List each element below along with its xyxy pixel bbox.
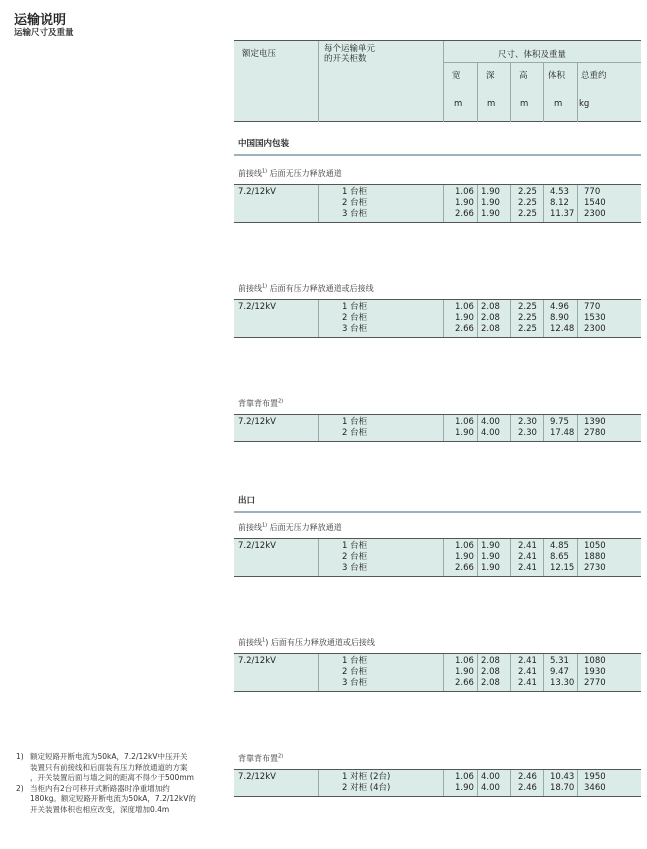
footnote-ref: 1 (262, 637, 266, 644)
table-row (234, 541, 641, 552)
table-cell: 1.90 (455, 667, 474, 677)
table-cell: 4.00 (481, 783, 500, 793)
block-subtitle (238, 522, 342, 533)
block-subtitle-rest: 后面无压力释放通道 (267, 169, 342, 178)
header-dimensions-group: 尺寸、体积及重量 (498, 50, 567, 60)
header-col-depth: 深 (486, 71, 495, 81)
table-cell: 1.90 (455, 428, 474, 438)
header-divider (510, 62, 511, 122)
table-cell: 2.41 (518, 678, 537, 688)
table-cell: 2.46 (518, 772, 537, 782)
table-cell: 2.41 (518, 552, 537, 562)
table-cell: 2.25 (518, 302, 537, 312)
table-cell: 2 台柜 (342, 198, 368, 208)
footnote-ref: 1) (262, 168, 268, 175)
table-cell: 2.08 (481, 302, 500, 312)
table-cell: 1.06 (455, 187, 474, 197)
rated-voltage-cell: 7.2/12kV (238, 187, 276, 197)
table-row (234, 656, 641, 667)
table-cell: 8.12 (550, 198, 569, 208)
block-subtitle-text: 前接线 (238, 284, 262, 293)
table-cell: 1.06 (455, 541, 474, 551)
table-cell: 4.96 (550, 302, 569, 312)
rated-voltage-cell: 7.2/12kV (238, 417, 276, 427)
section-rule (234, 511, 641, 513)
table-cell: 3 台柜 (342, 678, 368, 688)
table-cell: 17.48 (550, 428, 575, 438)
footnote-1-line: 额定短路开断电流为50kA，7.2/12kV中压开关 (30, 752, 188, 761)
table-cell: 2.08 (481, 313, 500, 323)
block-subtitle-rest: 后面有压力释放通道或后接线 (267, 284, 374, 293)
footnote-1 (16, 752, 226, 784)
table-cell: 1.90 (455, 198, 474, 208)
table-cell: 2.41 (518, 563, 537, 573)
table-cell: 4.53 (550, 187, 569, 197)
block-subtitle (238, 398, 283, 409)
table-cell: 1.90 (455, 313, 474, 323)
footnote-1-line: ，开关装置后面与墙之间的距离不得少于500mm (30, 773, 194, 782)
table-cell: 8.65 (550, 552, 569, 562)
table-cell: 2.46 (518, 783, 537, 793)
table-cell: 18.70 (550, 783, 575, 793)
table-cell: 2.30 (518, 417, 537, 427)
table-cell: 2.25 (518, 198, 537, 208)
table-cell: 3 台柜 (342, 563, 368, 573)
rated-voltage-cell: 7.2/12kV (238, 772, 276, 782)
table-cell: 1 台柜 (342, 541, 368, 551)
table-cell: 2.66 (455, 209, 474, 219)
header-col-width: 宽 (452, 71, 461, 81)
table-cell: 1950 (584, 772, 606, 782)
table-cell: 1.90 (455, 552, 474, 562)
footnote-1-number: 1) (16, 752, 24, 761)
table-cell: 1.06 (455, 417, 474, 427)
table-cell: 3 台柜 (342, 324, 368, 334)
table-row (234, 198, 641, 209)
footnote-2-line: 开关装置体积也相应改变，深度增加0.4m (30, 804, 170, 814)
data-block (234, 769, 641, 797)
block-subtitle (238, 753, 283, 764)
table-cell: 2.30 (518, 428, 537, 438)
table-cell: 1.06 (455, 656, 474, 666)
table-cell: 2300 (584, 209, 606, 219)
table-cell: 1930 (584, 667, 606, 677)
footnote-ref: 2) (278, 753, 284, 760)
table-cell: 4.00 (481, 772, 500, 782)
footnote-ref: 1) (262, 283, 268, 290)
header-units-line1: 每个运输单元 (324, 44, 376, 54)
table-header (234, 40, 641, 122)
table-cell: 1.90 (481, 187, 500, 197)
table-row (234, 313, 641, 324)
header-col-volume: 体积 (548, 71, 566, 81)
footnotes (16, 752, 226, 815)
table-cell: 1.90 (455, 783, 474, 793)
header-rated-voltage: 额定电压 (242, 49, 277, 59)
rated-voltage-cell: 7.2/12kV (238, 541, 276, 551)
footnote-2-number: 2) (16, 783, 24, 793)
table-cell: 4.00 (481, 428, 500, 438)
table-cell: 2.08 (481, 678, 500, 688)
table-cell: 9.75 (550, 417, 569, 427)
table-row (234, 209, 641, 220)
table-cell: 1 台柜 (342, 417, 368, 427)
header-units-line2: 的开关柜数 (324, 54, 367, 64)
block-subtitle-text: 背靠背布置 (238, 399, 278, 408)
header-divider (443, 62, 641, 63)
table-cell: 1.90 (481, 209, 500, 219)
table-cell: 1530 (584, 313, 606, 323)
table-cell: 770 (584, 302, 601, 312)
header-unit-volume: m (554, 99, 563, 109)
block-subtitle (238, 168, 342, 179)
table-cell: 2.25 (518, 187, 537, 197)
table-cell: 2.66 (455, 678, 474, 688)
table-cell: 1.90 (481, 563, 500, 573)
footnote-2 (16, 784, 226, 816)
table-cell: 2.25 (518, 324, 537, 334)
data-block (234, 653, 641, 692)
header-divider (543, 62, 544, 122)
table-cell: 1.06 (455, 302, 474, 312)
table-cell: 2 台柜 (342, 428, 368, 438)
header-divider (577, 62, 578, 122)
table-cell: 2.08 (481, 667, 500, 677)
header-unit-width: m (454, 99, 463, 109)
table-row (234, 417, 641, 428)
table-cell: 11.37 (550, 209, 575, 219)
table-cell: 1 台柜 (342, 656, 368, 666)
header-col-height: 高 (519, 71, 528, 81)
data-block (234, 184, 641, 223)
table-cell: 9.47 (550, 667, 569, 677)
header-units-per-transport (324, 44, 444, 64)
table-row (234, 324, 641, 335)
table-cell: 2300 (584, 324, 606, 334)
page-title: 运输说明 (14, 13, 67, 28)
table-cell: 1080 (584, 656, 606, 666)
table-cell: 1.90 (481, 552, 500, 562)
table-cell: 1 台柜 (342, 302, 368, 312)
table-row (234, 552, 641, 563)
table-cell: 1390 (584, 417, 606, 427)
table-cell: 2.66 (455, 324, 474, 334)
table-cell: 2 对柜 (4台) (342, 783, 391, 793)
section-title: 中国国内包装 (238, 139, 290, 149)
table-cell: 1880 (584, 552, 606, 562)
footnote-ref: 1) (262, 522, 268, 529)
table-cell: 4.85 (550, 541, 569, 551)
block-subtitle (238, 637, 375, 648)
table-cell: 2.66 (455, 563, 474, 573)
table-cell: 2 台柜 (342, 313, 368, 323)
table-cell: 3460 (584, 783, 606, 793)
table-cell: 2780 (584, 428, 606, 438)
table-cell: 1 台柜 (342, 187, 368, 197)
table-cell: 1.06 (455, 772, 474, 782)
table-row (234, 678, 641, 689)
table-cell: 2.41 (518, 667, 537, 677)
table-cell: 8.90 (550, 313, 569, 323)
table-cell: 2.08 (481, 324, 500, 334)
header-divider (477, 62, 478, 122)
data-block (234, 538, 641, 577)
rated-voltage-cell: 7.2/12kV (238, 302, 276, 312)
table-cell: 13.30 (550, 678, 575, 688)
header-divider (318, 41, 319, 122)
table-row (234, 772, 641, 783)
footnote-2-line: 当柜内有2台可移开式断路器时净重增加约 (30, 783, 170, 793)
block-subtitle-rest: ) 后面有压力释放通道或后接线 (265, 638, 375, 647)
table-row (234, 187, 641, 198)
table-cell: 12.15 (550, 563, 575, 573)
table-cell: 1540 (584, 198, 606, 208)
table-cell: 1 对柜 (2台) (342, 772, 391, 782)
header-unit-height: m (520, 99, 529, 109)
header-divider (443, 41, 444, 122)
block-subtitle (238, 283, 374, 294)
table-cell: 2.41 (518, 541, 537, 551)
table-row (234, 428, 641, 439)
table-cell: 2.25 (518, 313, 537, 323)
table-cell: 1050 (584, 541, 606, 551)
table-cell: 2.25 (518, 209, 537, 219)
table-cell: 2.41 (518, 656, 537, 666)
block-subtitle-text: 前接线 (238, 523, 262, 532)
section-rule (234, 154, 641, 156)
rated-voltage-cell: 7.2/12kV (238, 656, 276, 666)
header-unit-depth: m (487, 99, 496, 109)
table-row (234, 302, 641, 313)
table-cell: 2 台柜 (342, 552, 368, 562)
table-row (234, 783, 641, 794)
table-cell: 12.48 (550, 324, 575, 334)
data-block (234, 414, 641, 442)
table-cell: 4.00 (481, 417, 500, 427)
table-cell: 5.31 (550, 656, 569, 666)
header-col-weight: 总重约 (581, 71, 607, 81)
footnote-ref: 2) (278, 398, 284, 405)
table-cell: 770 (584, 187, 601, 197)
table-cell: 1.90 (481, 541, 500, 551)
table-cell: 2.08 (481, 656, 500, 666)
table-cell: 2770 (584, 678, 606, 688)
section-title: 出口 (238, 496, 256, 506)
table-cell: 2730 (584, 563, 606, 573)
table-cell: 2 台柜 (342, 667, 368, 677)
block-subtitle-text: 前接线 (238, 169, 262, 178)
block-subtitle-text: 背靠背布置 (238, 754, 278, 763)
block-subtitle-text: 前接线 (238, 638, 262, 647)
table-cell: 3 台柜 (342, 209, 368, 219)
block-subtitle-rest: 后面无压力释放通道 (267, 523, 342, 532)
table-row (234, 563, 641, 574)
footnote-2-line: 180kg。额定短路开断电流为50kA，7.2/12kV的 (30, 794, 196, 803)
table-row (234, 667, 641, 678)
data-block (234, 299, 641, 338)
table-cell: 1.90 (481, 198, 500, 208)
footnote-1-line: 装置只有前接线和后面装有压力释放通道的方案 (30, 762, 188, 772)
page-subtitle: 运输尺寸及重量 (14, 28, 74, 38)
header-unit-weight: kg (579, 99, 590, 109)
table-cell: 10.43 (550, 772, 575, 782)
